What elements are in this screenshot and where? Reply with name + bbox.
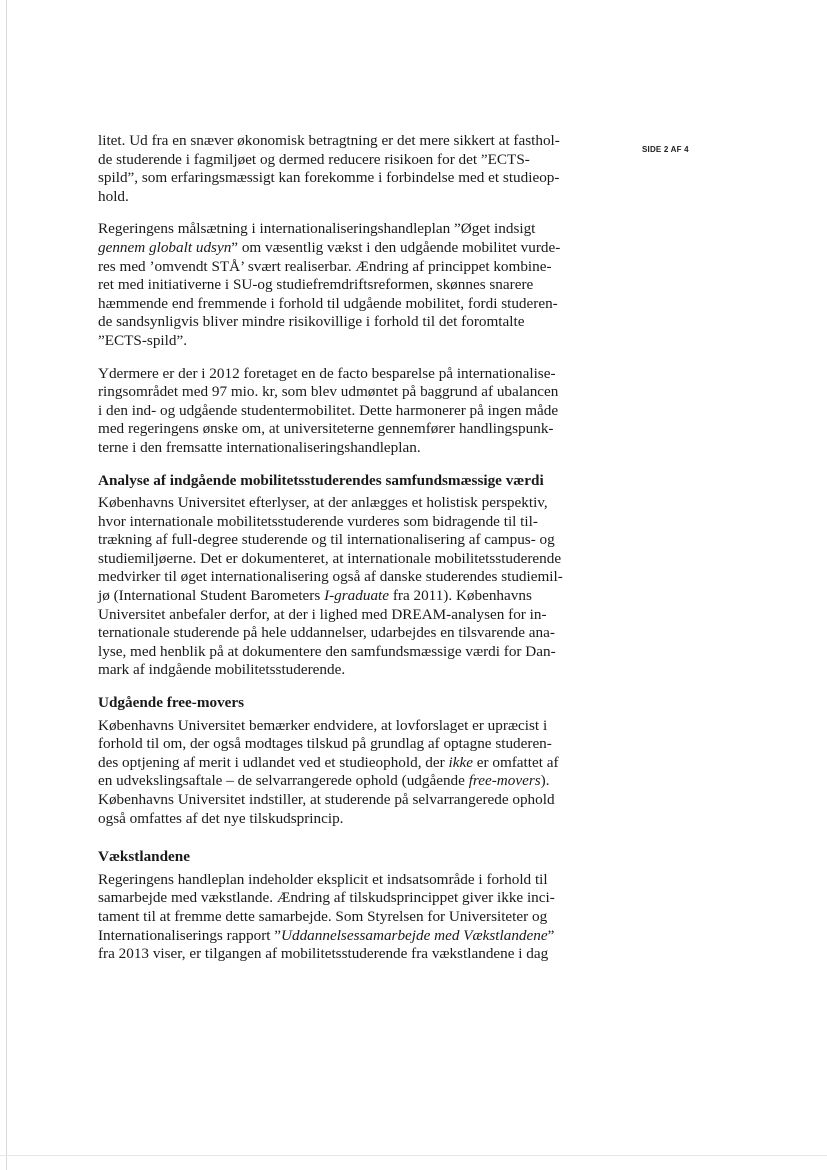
paragraph-analyse — [98, 494, 598, 680]
heading-free-movers: Udgående free-movers — [98, 694, 245, 712]
scan-bottom-line — [0, 1155, 827, 1156]
paragraph-vaekstlandene — [98, 871, 598, 964]
text-line: de studerende i fagmiljøet og dermed reducere risikoen for det ”ECTS- — [98, 150, 530, 168]
text-segment: ” om væsentlig vækst i den udgående mobilitet vurde- — [231, 238, 561, 256]
text-line: litet. Ud fra en snæver økonomisk betragtning er det mere sikkert at fasthol- — [98, 132, 560, 149]
text-segment: er omfattet af — [472, 753, 559, 771]
text-line: studiemiljøerne. Det er dokumenteret, at internationale mobilitetsstuderende — [98, 549, 562, 567]
italic-word: free-movers — [468, 772, 541, 790]
paragraph-ects-spild — [98, 132, 598, 206]
italic-title: I-graduate — [324, 587, 390, 605]
text-line: forhold til om, der også modtages tilskud på grundlag af optagne studeren- — [98, 735, 552, 753]
body-text — [98, 132, 598, 978]
paragraph-besparelse — [98, 365, 598, 458]
text-line: Regeringens handleplan indeholder eksplicit et indsatsområde i forhold til — [98, 870, 548, 888]
text-line: terne i den fremsatte internationaliseringshandleplan. — [98, 438, 421, 456]
text-line: mark af indgående mobilitetsstuderende. — [98, 661, 346, 679]
italic-word: ikke — [448, 753, 473, 771]
text-segment: jø (International Student Barometers — [98, 587, 325, 605]
text-segment: ). — [540, 772, 550, 790]
text-line: samarbejde med vækstlande. Ændring af tilskudsprincippet giver ikke inci- — [98, 889, 555, 907]
text-line — [98, 754, 598, 773]
text-line: også omfattes af det nye tilskudsprincip. — [98, 809, 344, 827]
text-line: Regeringens målsætning i internationaliseringshandleplan ”Øget indsigt — [98, 220, 536, 238]
text-line — [98, 239, 598, 258]
text-line: hæmmende end fremmende i forhold til udgående mobilitet, fordi studeren- — [98, 294, 558, 312]
text-line: hvor internationale mobilitetsstuderende vurderes som bidragende til til- — [98, 512, 538, 530]
heading-analyse: Analyse af indgående mobilitetsstuderendes samfundsmæssige værdi — [98, 471, 544, 489]
text-line: hold. — [98, 187, 129, 205]
text-line: lyse, med henblik på at dokumentere den samfundsmæssige værdi for Dan- — [98, 642, 556, 660]
text-line: Københavns Universitet efterlyser, at der anlægges et holistisk perspektiv, — [98, 494, 548, 512]
italic-title: gennem globalt udsyn — [98, 238, 232, 256]
text-line: ternationale studerende på hele uddannelser, udarbejdes en tilsvarende ana- — [98, 624, 555, 642]
text-segment: en udvekslingsaftale – de selvarrangerede ophold (udgående — [98, 772, 469, 790]
heading-vaekstlandene: Vækstlandene — [98, 848, 190, 866]
paragraph-free-movers — [98, 717, 598, 829]
text-segment: des optjening af merit i udlandet ved et studieophold, der — [98, 753, 449, 771]
text-line: tament til at fremme dette samarbejde. Som Styrelsen for Universiteter og — [98, 907, 548, 925]
text-line: res med ’omvendt STÅ’ svært realiserbar. Ændring af princippet kombine- — [98, 257, 552, 275]
text-line: med regeringens ønske om, at universiteterne gennemfører handlingspunk- — [98, 420, 554, 438]
text-line: Ydermere er der i 2012 foretaget en de facto besparelse på internationalise- — [98, 364, 556, 382]
text-line — [98, 772, 598, 791]
text-line: ”ECTS-spild”. — [98, 331, 188, 349]
text-segment: fra 2011). Københavns — [389, 587, 532, 605]
italic-title: Uddannelsessamarbejde med Vækstlandene — [281, 926, 548, 944]
page-number-label: SIDE 2 AF 4 — [642, 145, 689, 154]
text-line: trækning af full-degree studerende og til internationalisering af campus- og — [98, 531, 555, 549]
text-segment: Internationaliserings rapport ” — [98, 926, 282, 944]
text-line — [98, 927, 598, 946]
text-line: spild”, som erfaringsmæssigt kan forekomme i forbindelse med et studieop- — [98, 169, 560, 187]
text-line: Københavns Universitet bemærker endvidere, at lovforslaget er upræcist i — [98, 716, 548, 734]
text-line: medvirker til øget internationalisering også af danske studerendes studiemil- — [98, 568, 563, 586]
text-line: i den ind- og udgående studentermobilitet. Dette harmonerer på ingen måde — [98, 401, 559, 419]
text-line: Københavns Universitet indstiller, at studerende på selvarrangerede ophold — [98, 791, 555, 808]
text-line — [98, 587, 598, 606]
text-line: de sandsynligvis bliver mindre risikovillige i forhold til det foromtalte — [98, 313, 525, 331]
paragraph-maalsaetning — [98, 220, 598, 350]
text-line: ringsområdet med 97 mio. kr, som blev udmøntet på baggrund af ubalancen — [98, 383, 559, 401]
scan-edge-line — [6, 0, 7, 1170]
text-line: Universitet anbefaler derfor, at der i lighed med DREAM-analysen for in- — [98, 605, 547, 623]
text-line: fra 2013 viser, er tilgangen af mobilitetsstuderende fra vækstlandene i dag — [98, 945, 549, 963]
text-segment: ” — [547, 926, 555, 944]
text-line: ret med initiativerne i SU-og studiefremdriftsreformen, skønnes snarere — [98, 276, 534, 294]
